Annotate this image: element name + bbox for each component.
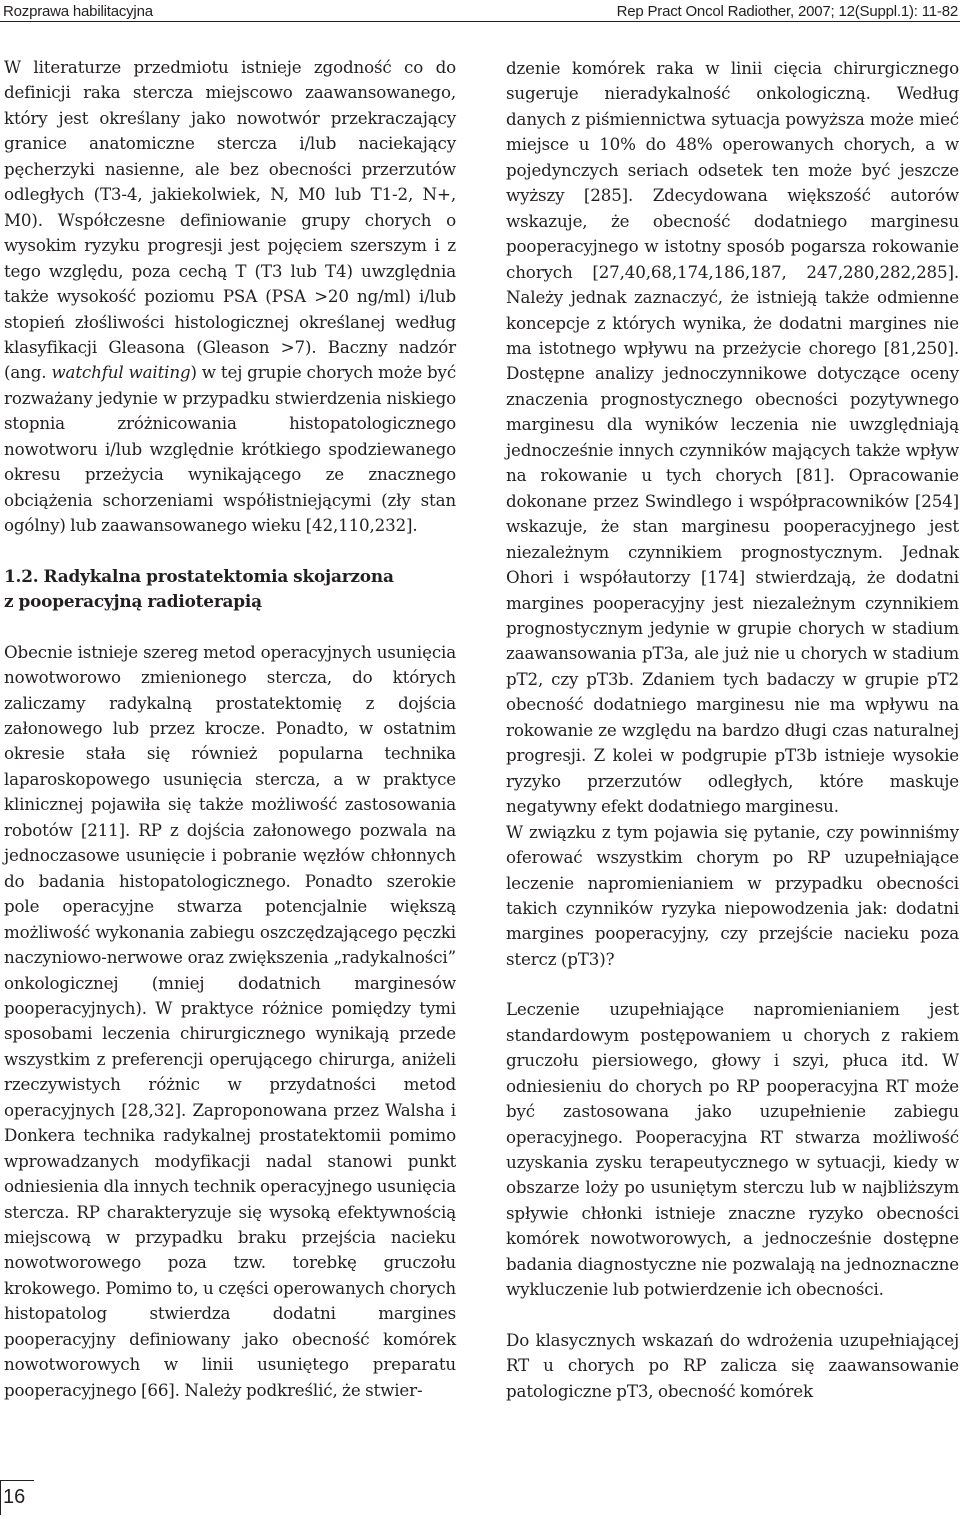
para1-italic-term: watchful waiting: [51, 362, 191, 383]
para1-text: W literaturze przedmiotu istnieje zgodność co do definicji raka stercza miejscowo zaawansowanego, który jest określany jako nowotwór przekraczający granice anatomiczne stercza i/lub naciekający pęcherzyki nasienne, ale bez obecności przerzutów odległych (T3-4, jakiekolwiek, N, M0 lub T1-2, N+, M0). Współczesne definiowanie grupy chorych o wysokim ryzyku progresji jest pojęciem szerszym i z tego względu, poza cechą T (T3 lub T4) uwzględnia także wysokość poziomu PSA (PSA >20 ng/ml) i/lub stopień złośliwości histologicznej określanej według klasyfikacji Gleasona (Gleason >7). Baczny nadzór (ang.: [4, 57, 456, 383]
left-paragraph-2: Obecnie istnieje szereg metod operacyjnych usunięcia nowotworowo zmienionego stercza, do których zaliczamy radykalną prostatektomię z dojścia załonowego lub przez krocze. Ponadto, w ostatnim okresie stała się również popularna technika laparoskopowego usunięcia stercza, a w praktyce klinicznej pojawiła się także możliwość zastosowania robotów [211]. RP z dojścia załonowego pozwala na jednoczasowe usunięcie i pobranie węzłów chłonnych do badania histopatologicznego. Ponadto szerokie pole operacyjne stwarza potencjalnie większą możliwość wykonania zabiegu oszczędzającego pęczki naczyniowo-nerwowe oraz zwiększenia „radykalności” onkologicznej (mniej dodatnich marginesów pooperacyjnych). W praktyce różnice pomiędzy tymi sposobami leczenia chirurgicznego wynikają przede wszystkim z preferencji operującego chirurga, aniżeli rzeczywistych różnic w przydatności metod operacyjnych [28,32]. Zaproponowana przez Walsha i Donkera technika radykalnej prostatektomii pomimo wprowadzanych modyfikacji nadal stanowi punkt odniesienia dla innych technik operacyjnego usunięcia stercza. RP charakteryzuje się wysoką efektywnością miejscową w przypadku braku przejścia nacieku nowotworowego poza tzw. torebkę gruczołu krokowego. Pomimo to, u części operowanych chorych histopatolog stwierdza dodatni margines pooperacyjny definiowany jako obecność komórek nowotworowych w linii usuniętego preparatu pooperacyjnego [66]. Należy podkreślić, że stwier-: [4, 641, 456, 1400]
left-column: [4, 55, 456, 1403]
section-heading: [4, 564, 456, 615]
section-heading-line2: z pooperacyjną radioterapią: [4, 591, 262, 612]
right-paragraph-4: Do klasycznych wskazań do wdrożenia uzupełniającej RT u chorych po RP zalicza się zaawansowanie patologiczne pT3, obecność komórek: [506, 1329, 959, 1401]
para1-text-end: ) w tej grupie chorych może być rozważany jedynie w przypadku stwierdzenia niskiego stopnia zróżnicowania histopatologicznego nowotworu i/lub względnie krótkiego spodziewanego okresu przeżycia wynikającego ze znacznego obciążenia schorzeniami współistniejącymi (zły stan ogólny) lub zaawansowanego wieku [42,110,232].: [4, 362, 457, 536]
header-journal-citation: Rep Pract Oncol Radiother, 2007; 12(Suppl.1): 11-82: [616, 3, 958, 20]
page-number: 16: [3, 1484, 35, 1510]
left-paragraph-1: [4, 55, 456, 539]
header-left-title: Rozprawa habilitacyjna: [3, 3, 153, 20]
running-header: [0, 0, 960, 22]
right-paragraph-1: dzenie komórek raka w linii cięcia chirurgicznego sugeruje nieradykalność onkologiczną. Według danych z piśmiennictwa sytuacja powyższa może mieć miejsce u 10% do 48% operowanych chorych, a w pojedynczych seriach odsetek ten może być jeszcze wyższy [285]. Zdecydowana większość autorów wskazuje, że obecność dodatniego marginesu pooperacyjnego w istotny sposób pogarsza rokowanie chorych [27,40,68,174,186,187, 247,280,282,285]. Należy jednak zaznaczyć, że istnieją także odmienne koncepcje z których wynika, że dodatni margines nie ma istotnego wpływu na przeżycie chorego [81,250]. Dostępne analizy jednoczynnikowe dotyczące oceny znaczenia prognostycznego obecności pozytywnego marginesu dla wyników leczenia nie uwzględniają jednocześnie innych czynników mających także wpływ na rokowanie u tych chorych [81]. Opracowanie dokonane przez Swindlego i współpracowników [254] wskazuje, że stan marginesu pooperacyjnego jest niezależnym czynnikiem prognostycznym. Jednak Ohori i współautorzy [174] stwierdzają, że dodatni margines pooperacyjny jest niezależnym czynnikiem prognostycznym jedynie w grupie chorych w stadium zaawansowania pT3a, ale już nie u chorych w stadium pT2, czy pT3b. Zdaniem tych badaczy w grupie pT2 obecność dodatniego marginesu nie ma wpływu na rokowanie ze względu na bardzo długi czas naturalnej progresji. Z kolei w podgrupie pT3b istnieje wysokie ryzyko przerzutów odległych, które maskuje negatywny efekt dodatniego marginesu.: [506, 58, 959, 817]
right-paragraph-3: Leczenie uzupełniające napromienianiem jest standardowym postępowaniem u chorych z rakiem gruczołu piersiowego, głowy i szyi, płuca itd. W odniesieniu do chorych po RP pooperacyjna RT może być zastosowana jako uzupełnienie zabiegu operacyjnego. Pooperacyjna RT stwarza możliwość uzyskania zysku terapeutycznego w sytuacji, kiedy w obszarze loży po usuniętym sterczu lub w najbliższym spływie chłonki istnieje znaczne ryzyko obecności komórek nowotworowych, a jednocześnie dostępne badania diagnostyczne nie pozwalają na jednoznaczne wykluczenie lub potwierdzenie ich obecności.: [506, 999, 959, 1300]
right-column: [506, 56, 959, 1404]
section-heading-line1: 1.2. Radykalna prostatektomia skojarzona: [4, 565, 394, 586]
right-paragraph-2: W związku z tym pojawia się pytanie, czy powinniśmy oferować wszystkim chorym po RP uzupełniające leczenie napromienianiem w przypadku obecności takich czynników ryzyka niepowodzenia jak: dodatni margines pooperacyjny, czy przejście nacieku poza stercz (pT3)?: [506, 821, 959, 969]
